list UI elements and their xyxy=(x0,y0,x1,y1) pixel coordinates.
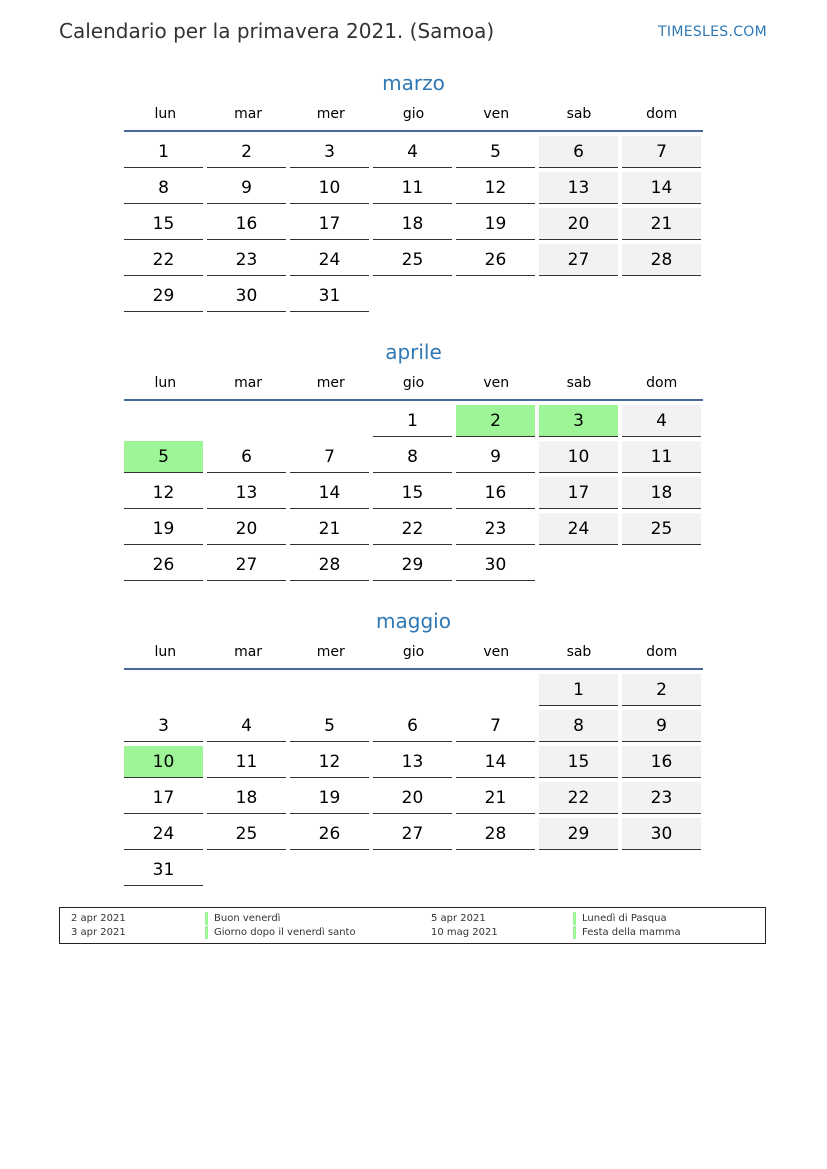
day-cell: 9 xyxy=(456,441,535,473)
week-row xyxy=(124,441,703,477)
day-cell: 7 xyxy=(290,441,369,473)
week-row xyxy=(124,746,703,782)
empty-day-cell xyxy=(373,674,452,706)
day-cell: 13 xyxy=(539,172,618,204)
week-row xyxy=(124,818,703,854)
day-cell: 1 xyxy=(539,674,618,706)
week-row xyxy=(124,244,703,280)
legend-date: 3 apr 2021 xyxy=(71,927,126,938)
empty-day-cell xyxy=(622,854,701,886)
empty-day-cell xyxy=(207,405,286,437)
legend-holiday-name: Buon venerdì xyxy=(205,912,280,925)
day-cell: 13 xyxy=(207,477,286,509)
day-cell: 25 xyxy=(373,244,452,276)
weekday-label: ven xyxy=(483,644,510,660)
week-row xyxy=(124,208,703,244)
day-cell: 12 xyxy=(124,477,203,509)
day-cell: 18 xyxy=(207,782,286,814)
day-cell: 13 xyxy=(373,746,452,778)
legend-date: 5 apr 2021 xyxy=(431,913,486,924)
weekday-label: mer xyxy=(316,375,345,391)
legend-date: 10 mag 2021 xyxy=(431,927,498,938)
day-cell: 16 xyxy=(622,746,701,778)
weekday-label: dom xyxy=(646,106,678,122)
empty-day-cell xyxy=(539,280,618,312)
day-cell: 19 xyxy=(124,513,203,545)
weekday-header xyxy=(124,367,703,401)
empty-day-cell xyxy=(456,854,535,886)
weekday-header xyxy=(124,98,703,132)
day-cell: 16 xyxy=(207,208,286,240)
day-cell: 3 xyxy=(290,136,369,168)
day-cell: 18 xyxy=(373,208,452,240)
day-cell: 23 xyxy=(456,513,535,545)
day-cell: 8 xyxy=(539,710,618,742)
day-cell: 21 xyxy=(456,782,535,814)
brand-link[interactable]: TIMESLES.COM xyxy=(658,24,767,40)
empty-day-cell xyxy=(207,854,286,886)
day-cell: 17 xyxy=(539,477,618,509)
day-cell: 19 xyxy=(290,782,369,814)
day-cell: 15 xyxy=(539,746,618,778)
month-may xyxy=(124,606,703,890)
day-cell: 22 xyxy=(373,513,452,545)
weekday-label: gio xyxy=(402,644,425,660)
empty-day-cell xyxy=(622,280,701,312)
day-cell: 28 xyxy=(290,549,369,581)
day-cell: 17 xyxy=(124,782,203,814)
weekday-label: lun xyxy=(154,644,177,660)
day-cell: 21 xyxy=(290,513,369,545)
day-cell: 7 xyxy=(622,136,701,168)
day-cell: 23 xyxy=(207,244,286,276)
day-cell: 6 xyxy=(539,136,618,168)
empty-day-cell xyxy=(124,674,203,706)
day-cell: 22 xyxy=(124,244,203,276)
weekday-label: sab xyxy=(566,106,592,122)
week-row xyxy=(124,549,703,585)
day-cell: 16 xyxy=(456,477,535,509)
day-cell: 12 xyxy=(290,746,369,778)
weekday-label: lun xyxy=(154,375,177,391)
day-cell: 30 xyxy=(456,549,535,581)
weeks-grid xyxy=(124,132,703,316)
day-cell: 28 xyxy=(456,818,535,850)
day-cell: 8 xyxy=(373,441,452,473)
day-cell: 18 xyxy=(622,477,701,509)
day-cell: 21 xyxy=(622,208,701,240)
month-title: aprile xyxy=(385,340,442,364)
empty-day-cell xyxy=(456,674,535,706)
week-row xyxy=(124,674,703,710)
month-april xyxy=(124,337,703,585)
empty-day-cell xyxy=(290,674,369,706)
week-row xyxy=(124,136,703,172)
day-cell: 23 xyxy=(622,782,701,814)
day-cell: 12 xyxy=(456,172,535,204)
day-cell: 22 xyxy=(539,782,618,814)
empty-day-cell xyxy=(539,854,618,886)
page-title: Calendario per la primavera 2021. (Samoa) xyxy=(59,19,495,43)
week-row xyxy=(124,477,703,513)
day-cell: 24 xyxy=(290,244,369,276)
day-cell: 29 xyxy=(539,818,618,850)
empty-day-cell xyxy=(290,854,369,886)
empty-day-cell xyxy=(456,280,535,312)
day-cell: 31 xyxy=(124,854,203,886)
weekday-label: sab xyxy=(566,644,592,660)
day-cell: 10 xyxy=(539,441,618,473)
day-cell: 26 xyxy=(290,818,369,850)
month-title: marzo xyxy=(382,71,445,95)
week-row xyxy=(124,854,703,890)
weekday-label: mar xyxy=(234,644,263,660)
day-cell: 26 xyxy=(456,244,535,276)
day-cell: 29 xyxy=(124,280,203,312)
legend-holiday-name: Lunedì di Pasqua xyxy=(573,912,667,925)
weeks-grid xyxy=(124,401,703,585)
day-cell: 20 xyxy=(539,208,618,240)
day-cell: 4 xyxy=(373,136,452,168)
legend-holiday-name: Giorno dopo il venerdì santo xyxy=(205,926,356,939)
empty-day-cell xyxy=(539,549,618,581)
weekday-label: mar xyxy=(234,106,263,122)
day-cell: 26 xyxy=(124,549,203,581)
weekday-label: gio xyxy=(402,106,425,122)
empty-day-cell xyxy=(373,854,452,886)
day-cell: 27 xyxy=(373,818,452,850)
day-cell: 24 xyxy=(124,818,203,850)
empty-day-cell xyxy=(290,405,369,437)
week-row xyxy=(124,513,703,549)
week-row xyxy=(124,710,703,746)
day-cell: 6 xyxy=(373,710,452,742)
weekday-header xyxy=(124,636,703,670)
week-row xyxy=(124,405,703,441)
empty-day-cell xyxy=(622,549,701,581)
day-cell: 25 xyxy=(207,818,286,850)
holiday-day-cell: 3 xyxy=(539,405,618,437)
day-cell: 8 xyxy=(124,172,203,204)
day-cell: 11 xyxy=(622,441,701,473)
day-cell: 14 xyxy=(622,172,701,204)
weekday-label: mer xyxy=(316,644,345,660)
day-cell: 1 xyxy=(373,405,452,437)
day-cell: 4 xyxy=(622,405,701,437)
day-cell: 29 xyxy=(373,549,452,581)
empty-day-cell xyxy=(373,280,452,312)
legend-holiday-name: Festa della mamma xyxy=(573,926,681,939)
day-cell: 9 xyxy=(207,172,286,204)
day-cell: 20 xyxy=(207,513,286,545)
legend-date: 2 apr 2021 xyxy=(71,913,126,924)
day-cell: 24 xyxy=(539,513,618,545)
day-cell: 11 xyxy=(373,172,452,204)
day-cell: 30 xyxy=(622,818,701,850)
weekday-label: lun xyxy=(154,106,177,122)
weekday-label: mar xyxy=(234,375,263,391)
weekday-label: ven xyxy=(483,375,510,391)
day-cell: 15 xyxy=(373,477,452,509)
holiday-day-cell: 2 xyxy=(456,405,535,437)
weekday-label: gio xyxy=(402,375,425,391)
week-row xyxy=(124,280,703,316)
weekday-label: dom xyxy=(646,644,678,660)
week-row xyxy=(124,782,703,818)
weeks-grid xyxy=(124,670,703,890)
day-cell: 5 xyxy=(290,710,369,742)
day-cell: 28 xyxy=(622,244,701,276)
weekday-label: dom xyxy=(646,375,678,391)
holiday-day-cell: 10 xyxy=(124,746,203,778)
week-row xyxy=(124,172,703,208)
day-cell: 27 xyxy=(539,244,618,276)
day-cell: 4 xyxy=(207,710,286,742)
day-cell: 7 xyxy=(456,710,535,742)
day-cell: 30 xyxy=(207,280,286,312)
month-march xyxy=(124,68,703,316)
empty-day-cell xyxy=(207,674,286,706)
day-cell: 9 xyxy=(622,710,701,742)
month-title: maggio xyxy=(376,609,451,633)
weekday-label: mer xyxy=(316,106,345,122)
day-cell: 2 xyxy=(207,136,286,168)
day-cell: 2 xyxy=(622,674,701,706)
day-cell: 19 xyxy=(456,208,535,240)
day-cell: 14 xyxy=(290,477,369,509)
day-cell: 25 xyxy=(622,513,701,545)
holiday-day-cell: 5 xyxy=(124,441,203,473)
day-cell: 17 xyxy=(290,208,369,240)
day-cell: 27 xyxy=(207,549,286,581)
day-cell: 10 xyxy=(290,172,369,204)
weekday-label: ven xyxy=(483,106,510,122)
day-cell: 1 xyxy=(124,136,203,168)
holiday-legend xyxy=(59,907,766,944)
day-cell: 15 xyxy=(124,208,203,240)
weekday-label: sab xyxy=(566,375,592,391)
day-cell: 14 xyxy=(456,746,535,778)
day-cell: 6 xyxy=(207,441,286,473)
day-cell: 11 xyxy=(207,746,286,778)
day-cell: 20 xyxy=(373,782,452,814)
day-cell: 3 xyxy=(124,710,203,742)
day-cell: 5 xyxy=(456,136,535,168)
empty-day-cell xyxy=(124,405,203,437)
day-cell: 31 xyxy=(290,280,369,312)
